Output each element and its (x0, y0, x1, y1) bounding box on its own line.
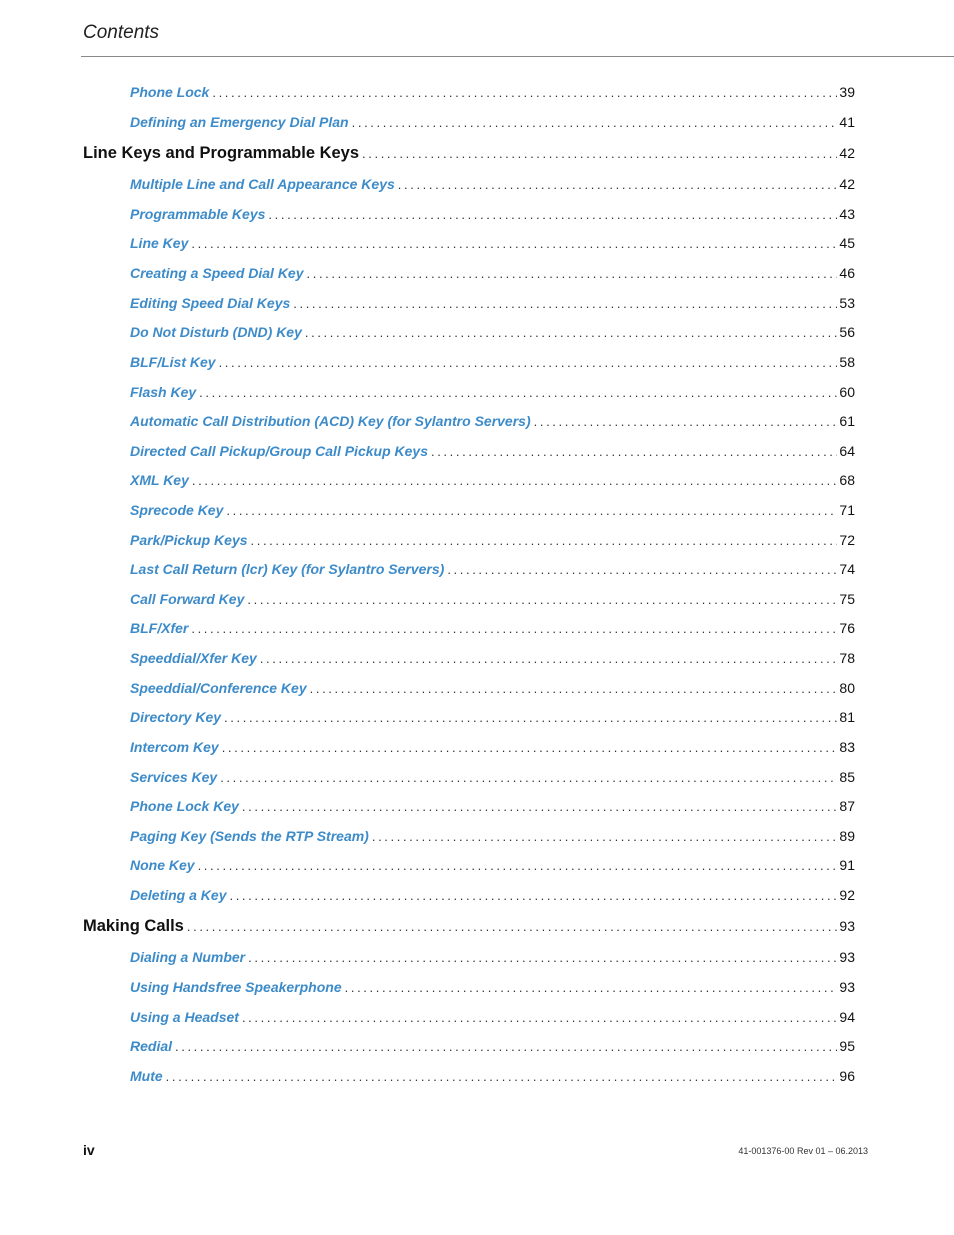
toc-entry-title[interactable]: Services Key (130, 769, 218, 785)
toc-entry[interactable] (130, 235, 855, 251)
toc-entry-page: 95 (839, 1038, 855, 1054)
dot-leader (166, 1069, 838, 1084)
toc-entry-page: 43 (839, 206, 855, 222)
toc-section-title[interactable]: Line Keys and Programmable Keys (83, 144, 360, 162)
toc-section[interactable] (83, 917, 855, 936)
toc-entry-title[interactable]: Automatic Call Distribution (ACD) Key (for Sylantro Servers) (130, 413, 531, 429)
page-header-title: Contents (83, 22, 160, 43)
toc-entry[interactable] (130, 502, 855, 518)
toc-entry-page: 89 (839, 828, 855, 844)
toc-entry[interactable] (130, 857, 855, 873)
dot-leader (447, 562, 837, 577)
toc-entry-page: 45 (839, 235, 855, 251)
toc-entry-page: 92 (839, 887, 855, 903)
toc-entry[interactable] (130, 709, 855, 725)
toc-entry[interactable] (130, 295, 855, 311)
toc-entry-page: 58 (839, 354, 855, 370)
toc-entry-title[interactable]: Phone Lock (130, 84, 210, 100)
toc-entry-title[interactable]: Deleting a Key (130, 887, 227, 903)
toc-entry[interactable] (130, 176, 855, 192)
toc-entry-page: 72 (839, 532, 855, 548)
toc-entry-title[interactable]: BLF/List Key (130, 354, 216, 370)
dot-leader (534, 414, 838, 429)
toc-entry-title[interactable]: Park/Pickup Keys (130, 532, 248, 548)
dot-leader (345, 980, 838, 995)
toc-entry[interactable] (130, 979, 855, 995)
toc-entry-page: 75 (839, 591, 855, 607)
toc-entry-title[interactable]: Do Not Disturb (DND) Key (130, 324, 302, 340)
toc-entry[interactable] (130, 739, 855, 755)
toc-entry[interactable] (130, 1009, 855, 1025)
toc-entry-title[interactable]: BLF/Xfer (130, 620, 189, 636)
dot-leader (199, 385, 837, 400)
dot-leader (431, 444, 837, 459)
dot-leader (229, 888, 837, 903)
dot-leader (224, 710, 837, 725)
dot-leader (260, 651, 838, 666)
dot-leader (352, 115, 838, 130)
dot-leader (192, 473, 838, 488)
toc-entry[interactable] (130, 561, 855, 577)
dot-leader (247, 592, 837, 607)
toc-entry-page: 81 (839, 709, 855, 725)
toc-entry-title[interactable]: XML Key (130, 472, 189, 488)
toc-entry-title[interactable]: Last Call Return (lcr) Key (for Sylantro Servers) (130, 561, 445, 577)
dot-leader (175, 1039, 837, 1054)
toc-entry[interactable] (130, 354, 855, 370)
toc-entry[interactable] (130, 769, 855, 785)
dot-leader (242, 1010, 837, 1025)
toc-entry[interactable] (130, 1068, 855, 1084)
toc-entry-title[interactable]: Defining an Emergency Dial Plan (130, 114, 349, 130)
toc-entry-page: 91 (839, 857, 855, 873)
toc-entry[interactable] (130, 798, 855, 814)
toc-entry-title[interactable]: Call Forward Key (130, 591, 245, 607)
toc-entry-page: 42 (839, 145, 855, 161)
toc-entry-page: 64 (839, 443, 855, 459)
toc-entry[interactable] (130, 591, 855, 607)
dot-leader (248, 950, 837, 965)
toc-entry-title[interactable]: Phone Lock Key (130, 798, 239, 814)
dot-leader (242, 799, 838, 814)
toc-entry[interactable] (130, 887, 855, 903)
toc-section[interactable] (83, 144, 855, 163)
toc-entry[interactable] (130, 114, 855, 130)
footer-page-number: iv (83, 1142, 95, 1158)
toc-entry-title[interactable]: Paging Key (Sends the RTP Stream) (130, 828, 369, 844)
toc-entry-page: 76 (839, 620, 855, 636)
dot-leader (398, 177, 838, 192)
toc-entry-page: 68 (839, 472, 855, 488)
dot-leader (307, 266, 838, 281)
toc-entry-page: 60 (839, 384, 855, 400)
toc-entry[interactable] (130, 949, 855, 965)
footer-document-id: 41-001376-00 Rev 01 – 06.2013 (738, 1146, 868, 1156)
toc-entry-title[interactable]: Speeddial/Conference Key (130, 680, 307, 696)
toc-entry-title[interactable]: Editing Speed Dial Keys (130, 295, 291, 311)
toc-entry-title[interactable]: Directed Call Pickup/Group Call Pickup Keys (130, 443, 428, 459)
dot-leader (212, 85, 837, 100)
toc-entry-page: 56 (839, 324, 855, 340)
toc-entry-page: 74 (839, 561, 855, 577)
toc-entry-title[interactable]: Sprecode Key (130, 502, 224, 518)
toc-section-title[interactable]: Making Calls (83, 917, 184, 935)
toc-entry[interactable] (130, 680, 855, 696)
toc-entry[interactable] (130, 324, 855, 340)
toc-entry-title[interactable]: Line Key (130, 235, 189, 251)
toc-entry[interactable] (130, 1038, 855, 1054)
toc-entry-title[interactable]: Flash Key (130, 384, 197, 400)
toc-entry-page: 39 (839, 84, 855, 100)
toc-entry-page: 87 (839, 798, 855, 814)
toc-entry-page: 80 (839, 680, 855, 696)
toc-entry-title[interactable]: Multiple Line and Call Appearance Keys (130, 176, 395, 192)
toc-entry[interactable] (130, 472, 855, 488)
toc-entry-page: 93 (839, 918, 855, 934)
toc-entry-title[interactable]: Dialing a Number (130, 949, 246, 965)
dot-leader (268, 207, 837, 222)
toc-entry-page: 41 (839, 114, 855, 130)
toc-entry-page: 94 (839, 1009, 855, 1025)
dot-leader (222, 740, 838, 755)
toc-entry-page: 96 (839, 1068, 855, 1084)
toc-entry-page: 42 (839, 176, 855, 192)
dot-leader (362, 146, 837, 161)
toc-entry-title[interactable]: None Key (130, 857, 195, 873)
dot-leader (251, 533, 838, 548)
toc-entry-page: 93 (839, 949, 855, 965)
dot-leader (220, 770, 837, 785)
toc-entry-page: 83 (839, 739, 855, 755)
dot-leader (219, 355, 838, 370)
toc-entry-title[interactable]: Speeddial/Xfer Key (130, 650, 257, 666)
toc-entry-page: 85 (839, 769, 855, 785)
toc-entry-title[interactable]: Using a Headset (130, 1009, 239, 1025)
toc-entry[interactable] (130, 384, 855, 400)
toc-entry[interactable] (130, 620, 855, 636)
toc-entry-page: 71 (839, 502, 855, 518)
toc-entry-page: 53 (839, 295, 855, 311)
toc-entry[interactable] (130, 828, 855, 844)
toc-entry-title[interactable]: Using Handsfree Speakerphone (130, 979, 342, 995)
toc-entry[interactable] (130, 206, 855, 222)
toc-entry-title[interactable]: Mute (130, 1068, 163, 1084)
toc-entry[interactable] (130, 443, 855, 459)
toc-entry-page: 46 (839, 265, 855, 281)
toc-entry-title[interactable]: Redial (130, 1038, 173, 1054)
toc-entry-page: 93 (839, 979, 855, 995)
toc-entry-page: 61 (839, 413, 855, 429)
toc-entry[interactable] (130, 84, 855, 100)
dot-leader (191, 621, 837, 636)
dot-leader (310, 681, 838, 696)
toc-entry[interactable] (130, 650, 855, 666)
toc-entry[interactable] (130, 413, 855, 429)
toc-entry[interactable] (130, 265, 855, 281)
toc-entry-title[interactable]: Programmable Keys (130, 206, 266, 222)
toc-entry-page: 78 (839, 650, 855, 666)
dot-leader (187, 919, 838, 934)
dot-leader (198, 858, 838, 873)
dot-leader (226, 503, 837, 518)
toc-entry-title[interactable]: Creating a Speed Dial Key (130, 265, 304, 281)
dot-leader (305, 325, 838, 340)
dot-leader (372, 829, 838, 844)
toc-entry-title[interactable]: Intercom Key (130, 739, 219, 755)
dot-leader (191, 236, 837, 251)
toc-entry-title[interactable]: Directory Key (130, 709, 222, 725)
toc-entry[interactable] (130, 532, 855, 548)
dot-leader (293, 296, 837, 311)
